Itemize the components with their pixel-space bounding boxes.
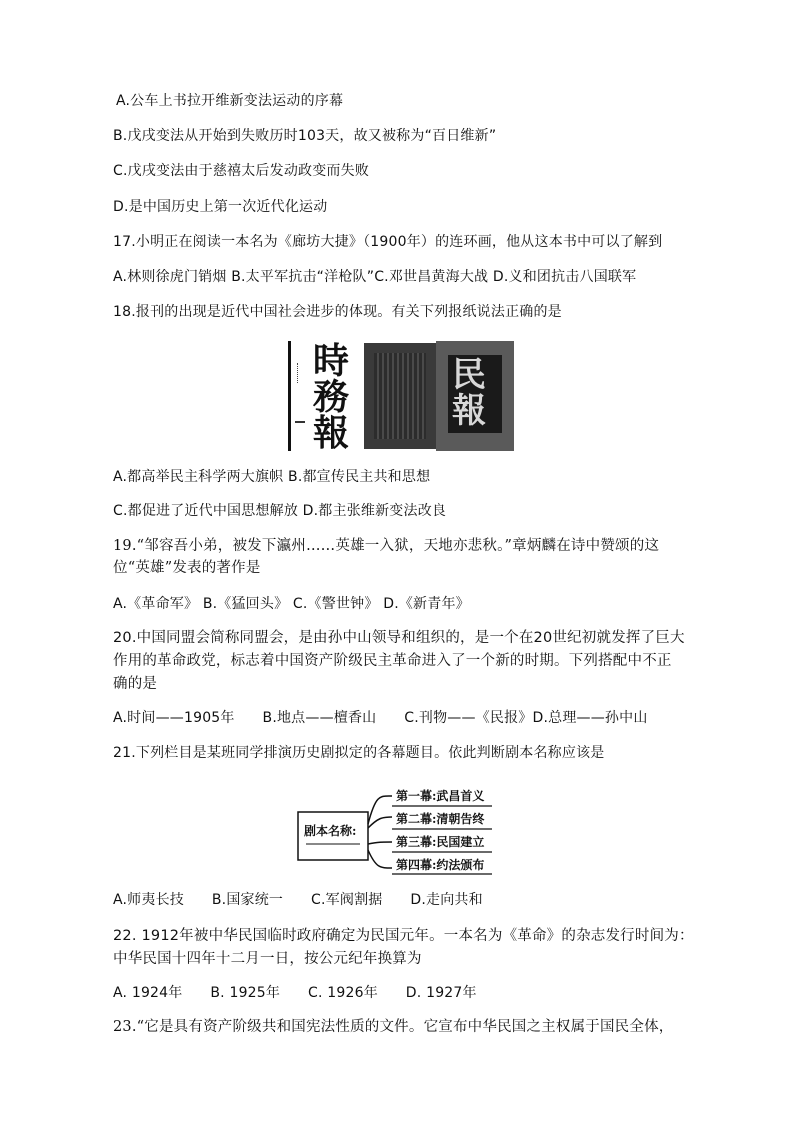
q17-stem: 17.小明正在阅读一本名为《廊坊大捷》（1900年）的连环画，他从这本书中可以了解到 [113, 234, 663, 250]
q22-stem-line2: 中华民国十四年十二月一日，按公元纪年换算为 [113, 951, 422, 967]
minbao-title-char: 報 [452, 391, 486, 431]
q21-options: A.师夷长技 B.国家统一 C.军阀割据 D.走向共和 [113, 892, 483, 908]
q19-stem-line1: 19.“邹容吾小弟，被发下瀛州……英雄一入狱，天地亦悲秋。”章炳麟在诗中赞颂的这 [113, 538, 660, 554]
q18-options-line2: C.都促进了近代中国思想解放 D.都主张维新变法改良 [113, 503, 447, 519]
q18-stem: 18.报刊的出现是近代中国社会进步的体现。有关下列报纸说法正确的是 [113, 304, 562, 320]
play-title-diagram [296, 784, 496, 876]
q20-stem-line2: 作用的革命政党，标志着中国资产阶级民主革命进入了一个新的时期。下列搭配中不正 [113, 653, 672, 669]
q16-option-b: B.戊戌变法从开始到失败历时103天，故又被称为“百日维新” [113, 128, 497, 144]
newspaper-image [288, 340, 514, 454]
act-2: 第二幕:清朝告终 [396, 812, 485, 826]
act-4: 第四幕:约法颁布 [396, 858, 485, 872]
q20-stem-line1: 20.中国同盟会简称同盟会，是由孙中山领导和组织的，是一个在20世纪初就发挥了巨大 [113, 630, 685, 646]
masthead-char: 報 [313, 412, 350, 454]
newspaper-page-texture [364, 343, 436, 449]
q16-option-d: D.是中国历史上第一次近代化运动 [113, 199, 328, 215]
minbao-title-char: 民 [452, 355, 486, 395]
q23-stem-line1: 23.“它是具有资产阶级共和国宪法性质的文件。它宣布中华民国之主权属于国民全体， [113, 1019, 674, 1035]
act-3: 第三幕:民国建立 [396, 835, 485, 849]
q17-options: A.林则徐虎门销烟 B.太平军抗击“洋枪队”C.邓世昌黄海大战 D.义和团抗击八国联军 [113, 269, 637, 285]
minbao-cover [436, 341, 514, 451]
q20-options: A.时间——1905年 B.地点——檀香山 C.刊物——《民报》D.总理——孙中山 [113, 710, 648, 726]
q16-option-a: A.公车上书拉开维新变法运动的序幕 [116, 93, 344, 109]
q19-options: A.《革命军》 B.《猛回头》 C.《警世钟》 D.《新青年》 [113, 596, 470, 612]
q22-options: A. 1924年 B. 1925年 C. 1926年 D. 1927年 [113, 985, 477, 1001]
diagram-label: 剧本名称: [304, 824, 357, 838]
q22-stem-line1: 22. 1912年被中华民国临时政府确定为民国元年。一本名为《革命》的杂志发行时间为： [113, 928, 694, 944]
q16-option-c: C.戊戌变法由于慈禧太后发动政变而失败 [113, 163, 370, 179]
masthead-char: 時 [313, 340, 350, 382]
q18-options-line1: A.都高举民主科学两大旗帜 B.都宣传民主共和思想 [113, 469, 431, 485]
q21-stem: 21.下列栏目是某班同学排演历史剧拟定的各幕题目。依此判断剧本名称应该是 [113, 745, 605, 761]
shiwubao-masthead [288, 340, 364, 454]
act-1: 第一幕:武昌首义 [396, 789, 485, 803]
q20-stem-line3: 确的是 [113, 676, 158, 692]
masthead-char: 務 [313, 376, 350, 418]
q19-stem-line2: 位“英雄”发表的著作是 [113, 560, 261, 576]
